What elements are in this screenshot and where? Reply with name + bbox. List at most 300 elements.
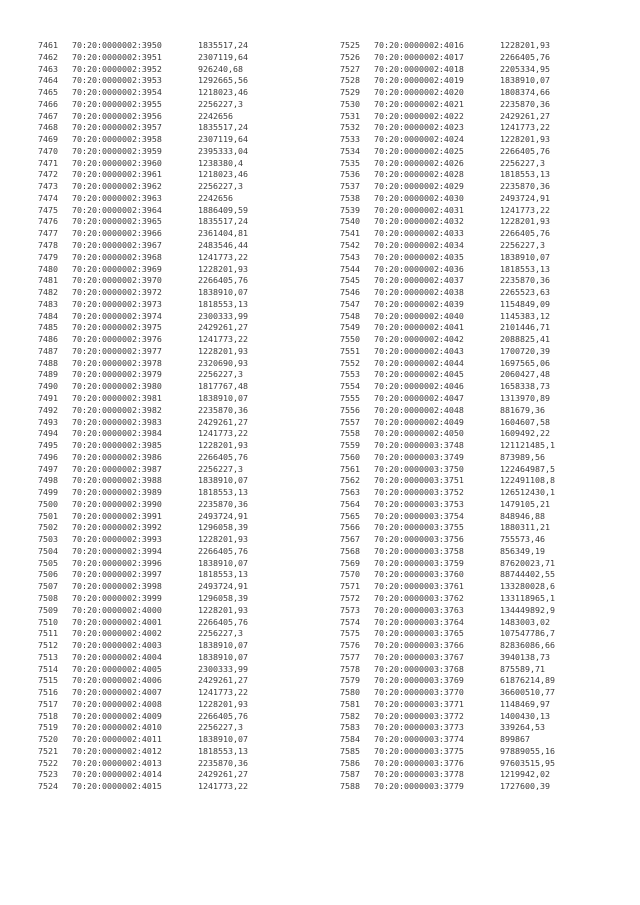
row-value: 1838910,07 <box>500 251 550 262</box>
row-number: 7556 <box>340 404 360 415</box>
cadastral-number: 70:20:0000002:4042 <box>374 334 464 345</box>
row-value: 122491108,8 <box>500 475 555 486</box>
cadastral-number: 70:20:0000003:3773 <box>374 722 464 733</box>
cadastral-number: 70:20:0000002:3957 <box>72 122 162 133</box>
row-number: 7511 <box>38 628 58 639</box>
row-number: 7561 <box>340 463 360 474</box>
row-value: 2429261,27 <box>198 675 248 686</box>
cadastral-number: 70:20:0000003:3754 <box>374 510 464 521</box>
cadastral-number: 70:20:0000002:4039 <box>374 298 464 309</box>
right-column <box>340 40 555 793</box>
row-number: 7476 <box>38 216 58 227</box>
row-number: 7573 <box>340 604 360 615</box>
row-value: 1241773,22 <box>198 781 248 792</box>
table-row <box>38 334 248 346</box>
row-number: 7480 <box>38 263 58 274</box>
table-row <box>38 87 248 99</box>
table-row <box>340 711 555 723</box>
table-row <box>340 440 555 452</box>
cadastral-number: 70:20:0000002:4014 <box>72 769 162 780</box>
cadastral-number: 70:20:0000002:3988 <box>72 475 162 486</box>
row-value: 2242656 <box>198 110 233 121</box>
row-number: 7523 <box>38 769 58 780</box>
row-value: 2235870,36 <box>500 98 550 109</box>
row-number: 7488 <box>38 357 58 368</box>
cadastral-number: 70:20:0000002:4003 <box>72 640 162 651</box>
row-value: 2493724,91 <box>198 510 248 521</box>
row-value: 1228201,93 <box>198 604 248 615</box>
table-row <box>340 99 555 111</box>
row-value: 2256227,3 <box>198 369 243 380</box>
row-value: 2320690,93 <box>198 357 248 368</box>
table-row <box>340 628 555 640</box>
row-number: 7473 <box>38 181 58 192</box>
cadastral-number: 70:20:0000002:3966 <box>72 228 162 239</box>
row-number: 7491 <box>38 392 58 403</box>
cadastral-number: 70:20:0000002:3983 <box>72 416 162 427</box>
cadastral-number: 70:20:0000002:3965 <box>72 216 162 227</box>
row-value: 1818553,13 <box>198 745 248 756</box>
table-row <box>38 440 248 452</box>
row-value: 1609492,22 <box>500 428 550 439</box>
row-number: 7528 <box>340 75 360 86</box>
row-value: 2266405,76 <box>500 51 550 62</box>
table-row <box>38 358 248 370</box>
row-value: 2235870,36 <box>198 757 248 768</box>
row-value: 1313970,89 <box>500 392 550 403</box>
cadastral-number: 70:20:0000003:3779 <box>374 781 464 792</box>
row-number: 7510 <box>38 616 58 627</box>
row-value: 1238380,4 <box>198 157 243 168</box>
row-number: 7586 <box>340 757 360 768</box>
row-value: 122464987,5 <box>500 463 555 474</box>
row-number: 7466 <box>38 98 58 109</box>
table-row <box>38 216 248 228</box>
cadastral-number: 70:20:0000002:3968 <box>72 251 162 262</box>
row-number: 7587 <box>340 769 360 780</box>
table-row <box>340 581 555 593</box>
table-row <box>38 122 248 134</box>
table-row <box>340 169 555 181</box>
row-number: 7463 <box>38 63 58 74</box>
table-row <box>38 687 248 699</box>
row-number: 7552 <box>340 357 360 368</box>
table-row <box>38 487 248 499</box>
row-number: 7468 <box>38 122 58 133</box>
table-row <box>340 369 555 381</box>
table-row <box>340 487 555 499</box>
cadastral-number: 70:20:0000003:3769 <box>374 675 464 686</box>
cadastral-number: 70:20:0000003:3771 <box>374 698 464 709</box>
row-value: 1228201,93 <box>198 345 248 356</box>
table-row <box>340 464 555 476</box>
cadastral-number: 70:20:0000003:3749 <box>374 451 464 462</box>
row-value: 1658338,73 <box>500 381 550 392</box>
row-number: 7529 <box>340 87 360 98</box>
table-row <box>38 40 248 52</box>
cadastral-number: 70:20:0000002:4007 <box>72 687 162 698</box>
row-value: 926240,68 <box>198 63 243 74</box>
row-number: 7588 <box>340 781 360 792</box>
table-row <box>38 417 248 429</box>
cadastral-number: 70:20:0000002:4033 <box>374 228 464 239</box>
row-value: 1228201,93 <box>500 40 550 50</box>
table-row <box>340 64 555 76</box>
row-value: 1228201,93 <box>198 263 248 274</box>
row-number: 7550 <box>340 334 360 345</box>
cadastral-number: 70:20:0000002:3977 <box>72 345 162 356</box>
row-number: 7483 <box>38 298 58 309</box>
row-number: 7494 <box>38 428 58 439</box>
cadastral-number: 70:20:0000002:4005 <box>72 663 162 674</box>
cadastral-number: 70:20:0000002:4001 <box>72 616 162 627</box>
table-row <box>340 534 555 546</box>
row-value: 2256227,3 <box>198 722 243 733</box>
cadastral-number: 70:20:0000002:4048 <box>374 404 464 415</box>
table-row <box>340 546 555 558</box>
table-row <box>38 240 248 252</box>
row-value: 87620023,71 <box>500 557 555 568</box>
row-value: 2256227,3 <box>198 98 243 109</box>
cadastral-number: 70:20:0000003:3759 <box>374 557 464 568</box>
cadastral-number: 70:20:0000002:4025 <box>374 145 464 156</box>
row-value: 2088825,41 <box>500 334 550 345</box>
cadastral-number: 70:20:0000003:3752 <box>374 487 464 498</box>
table-row <box>38 675 248 687</box>
cadastral-number: 70:20:0000002:3991 <box>72 510 162 521</box>
table-row <box>340 428 555 440</box>
table-row <box>340 216 555 228</box>
cadastral-number: 70:20:0000003:3767 <box>374 651 464 662</box>
row-value: 61876214,89 <box>500 675 555 686</box>
table-row <box>38 711 248 723</box>
row-value: 2242656 <box>198 192 233 203</box>
table-row <box>38 111 248 123</box>
row-number: 7568 <box>340 545 360 556</box>
table-row <box>38 381 248 393</box>
row-value: 2429261,27 <box>198 322 248 333</box>
row-number: 7582 <box>340 710 360 721</box>
table-row <box>38 699 248 711</box>
row-value: 1835517,24 <box>198 216 248 227</box>
cadastral-number: 70:20:0000002:4020 <box>374 87 464 98</box>
table-row <box>38 369 248 381</box>
table-row <box>38 299 248 311</box>
cadastral-number: 70:20:0000003:3766 <box>374 640 464 651</box>
row-value: 1838910,07 <box>198 651 248 662</box>
cadastral-number: 70:20:0000002:4037 <box>374 275 464 286</box>
row-number: 7558 <box>340 428 360 439</box>
row-number: 7471 <box>38 157 58 168</box>
row-value: 2256227,3 <box>198 628 243 639</box>
row-number: 7537 <box>340 181 360 192</box>
cadastral-number: 70:20:0000002:3969 <box>72 263 162 274</box>
row-value: 1700720,39 <box>500 345 550 356</box>
cadastral-number: 70:20:0000002:3976 <box>72 334 162 345</box>
row-value: 2493724,91 <box>500 192 550 203</box>
row-value: 2266405,76 <box>198 545 248 556</box>
row-value: 1880311,21 <box>500 522 550 533</box>
table-row <box>38 264 248 276</box>
cadastral-number: 70:20:0000002:3950 <box>72 40 162 50</box>
row-number: 7479 <box>38 251 58 262</box>
row-number: 7585 <box>340 745 360 756</box>
table-row <box>340 252 555 264</box>
row-number: 7489 <box>38 369 58 380</box>
row-number: 7487 <box>38 345 58 356</box>
cadastral-number: 70:20:0000002:4044 <box>374 357 464 368</box>
row-number: 7477 <box>38 228 58 239</box>
row-value: 1727600,39 <box>500 781 550 792</box>
cadastral-number: 70:20:0000002:3964 <box>72 204 162 215</box>
table-row <box>340 240 555 252</box>
table-row <box>38 287 248 299</box>
table-row <box>38 452 248 464</box>
row-value: 1835517,24 <box>198 122 248 133</box>
row-number: 7475 <box>38 204 58 215</box>
row-value: 1886409,59 <box>198 204 248 215</box>
cadastral-number: 70:20:0000003:3778 <box>374 769 464 780</box>
row-value: 134449892,9 <box>500 604 555 615</box>
row-number: 7543 <box>340 251 360 262</box>
table-row <box>340 722 555 734</box>
cadastral-number: 70:20:0000002:3962 <box>72 181 162 192</box>
row-value: 1818553,13 <box>500 263 550 274</box>
table-row <box>340 522 555 534</box>
row-value: 899867 <box>500 734 530 745</box>
row-number: 7516 <box>38 687 58 698</box>
row-number: 7567 <box>340 534 360 545</box>
table-row <box>38 275 248 287</box>
cadastral-number: 70:20:0000002:4013 <box>72 757 162 768</box>
row-value: 1292665,56 <box>198 75 248 86</box>
row-number: 7584 <box>340 734 360 745</box>
cadastral-number: 70:20:0000003:3765 <box>374 628 464 639</box>
table-row <box>38 640 248 652</box>
cadastral-number: 70:20:0000002:4016 <box>374 40 464 50</box>
cadastral-number: 70:20:0000003:3758 <box>374 545 464 556</box>
cadastral-number: 70:20:0000002:3978 <box>72 357 162 368</box>
cadastral-number: 70:20:0000002:3958 <box>72 134 162 145</box>
row-number: 7560 <box>340 451 360 462</box>
table-row <box>340 358 555 370</box>
row-value: 97603515,95 <box>500 757 555 768</box>
table-row <box>340 205 555 217</box>
table-row <box>340 558 555 570</box>
row-value: 2361404,81 <box>198 228 248 239</box>
table-row <box>38 64 248 76</box>
row-number: 7542 <box>340 240 360 251</box>
row-number: 7484 <box>38 310 58 321</box>
row-value: 1818553,13 <box>198 298 248 309</box>
table-row <box>340 275 555 287</box>
row-number: 7527 <box>340 63 360 74</box>
table-row <box>38 322 248 334</box>
cadastral-number: 70:20:0000002:3986 <box>72 451 162 462</box>
cadastral-number: 70:20:0000002:4004 <box>72 651 162 662</box>
table-row <box>340 146 555 158</box>
cadastral-number: 70:20:0000002:3998 <box>72 581 162 592</box>
row-value: 1479105,21 <box>500 498 550 509</box>
table-row <box>340 699 555 711</box>
row-value: 2256227,3 <box>500 157 545 168</box>
cadastral-number: 70:20:0000002:3996 <box>72 557 162 568</box>
row-number: 7545 <box>340 275 360 286</box>
table-row <box>340 393 555 405</box>
cadastral-number: 70:20:0000003:3763 <box>374 604 464 615</box>
cadastral-number: 70:20:0000002:4006 <box>72 675 162 686</box>
table-row <box>38 769 248 781</box>
cadastral-number: 70:20:0000003:3768 <box>374 663 464 674</box>
table-row <box>38 558 248 570</box>
row-value: 2300333,99 <box>198 310 248 321</box>
cadastral-number: 70:20:0000002:3960 <box>72 157 162 168</box>
row-value: 1483003,02 <box>500 616 550 627</box>
row-number: 7559 <box>340 440 360 451</box>
cadastral-number: 70:20:0000003:3760 <box>374 569 464 580</box>
cadastral-number: 70:20:0000002:4023 <box>374 122 464 133</box>
cadastral-number: 70:20:0000003:3755 <box>374 522 464 533</box>
row-value: 2266405,76 <box>500 228 550 239</box>
row-value: 1818553,13 <box>198 487 248 498</box>
row-value: 2300333,99 <box>198 663 248 674</box>
row-number: 7522 <box>38 757 58 768</box>
row-number: 7502 <box>38 522 58 533</box>
row-value: 2235870,36 <box>500 181 550 192</box>
cadastral-number: 70:20:0000002:4026 <box>374 157 464 168</box>
table-row <box>38 428 248 440</box>
table-row <box>340 593 555 605</box>
row-value: 1228201,93 <box>198 440 248 451</box>
cadastral-number: 70:20:0000002:3982 <box>72 404 162 415</box>
cadastral-number: 70:20:0000003:3774 <box>374 734 464 745</box>
table-row <box>38 534 248 546</box>
row-number: 7580 <box>340 687 360 698</box>
cadastral-number: 70:20:0000002:4035 <box>374 251 464 262</box>
row-number: 7472 <box>38 169 58 180</box>
table-row <box>38 311 248 323</box>
cadastral-number: 70:20:0000002:4040 <box>374 310 464 321</box>
cadastral-number: 70:20:0000003:3776 <box>374 757 464 768</box>
table-row <box>38 499 248 511</box>
cadastral-number: 70:20:0000003:3751 <box>374 475 464 486</box>
table-row <box>340 299 555 311</box>
row-value: 1838910,07 <box>198 392 248 403</box>
row-number: 7530 <box>340 98 360 109</box>
cadastral-number: 70:20:0000002:3990 <box>72 498 162 509</box>
table-row <box>340 52 555 64</box>
table-row <box>38 522 248 534</box>
cadastral-number: 70:20:0000002:3980 <box>72 381 162 392</box>
row-number: 7533 <box>340 134 360 145</box>
row-number: 7506 <box>38 569 58 580</box>
row-number: 7540 <box>340 216 360 227</box>
cadastral-number: 70:20:0000003:3770 <box>374 687 464 698</box>
row-value: 2493724,91 <box>198 581 248 592</box>
row-number: 7581 <box>340 698 360 709</box>
row-number: 7470 <box>38 145 58 156</box>
row-number: 7507 <box>38 581 58 592</box>
row-value: 1145383,12 <box>500 310 550 321</box>
row-value: 2205334,95 <box>500 63 550 74</box>
table-row <box>340 134 555 146</box>
row-value: 1228201,93 <box>198 534 248 545</box>
table-row <box>38 722 248 734</box>
cadastral-number: 70:20:0000002:4009 <box>72 710 162 721</box>
cadastral-number: 70:20:0000002:4031 <box>374 204 464 215</box>
row-number: 7512 <box>38 640 58 651</box>
cadastral-number: 70:20:0000002:4018 <box>374 63 464 74</box>
row-value: 2429261,27 <box>500 110 550 121</box>
table-row <box>340 499 555 511</box>
row-number: 7461 <box>38 40 58 50</box>
table-row <box>340 769 555 781</box>
row-number: 7462 <box>38 51 58 62</box>
row-number: 7563 <box>340 487 360 498</box>
cadastral-number: 70:20:0000002:3961 <box>72 169 162 180</box>
row-value: 1296058,39 <box>198 522 248 533</box>
row-value: 856349,19 <box>500 545 545 556</box>
row-number: 7521 <box>38 745 58 756</box>
row-number: 7539 <box>340 204 360 215</box>
row-value: 1218023,46 <box>198 87 248 98</box>
row-value: 2429261,27 <box>198 416 248 427</box>
row-number: 7562 <box>340 475 360 486</box>
table-row <box>340 122 555 134</box>
row-number: 7485 <box>38 322 58 333</box>
row-number: 7577 <box>340 651 360 662</box>
table-row <box>340 417 555 429</box>
row-number: 7505 <box>38 557 58 568</box>
row-number: 7531 <box>340 110 360 121</box>
table-row <box>340 781 555 793</box>
cadastral-number: 70:20:0000002:3992 <box>72 522 162 533</box>
table-row <box>38 134 248 146</box>
cadastral-number: 70:20:0000002:4022 <box>374 110 464 121</box>
cadastral-number: 70:20:0000002:4043 <box>374 345 464 356</box>
cadastral-number: 70:20:0000002:4036 <box>374 263 464 274</box>
row-number: 7534 <box>340 145 360 156</box>
row-number: 7551 <box>340 345 360 356</box>
row-number: 7524 <box>38 781 58 792</box>
row-value: 1154849,09 <box>500 298 550 309</box>
table-row <box>340 405 555 417</box>
row-value: 2429261,27 <box>198 769 248 780</box>
row-value: 2266405,76 <box>198 451 248 462</box>
row-value: 2395333,04 <box>198 145 248 156</box>
table-row <box>340 652 555 664</box>
cadastral-number: 70:20:0000002:3981 <box>72 392 162 403</box>
row-number: 7535 <box>340 157 360 168</box>
row-number: 7557 <box>340 416 360 427</box>
cadastral-number: 70:20:0000002:3953 <box>72 75 162 86</box>
row-value: 2060427,48 <box>500 369 550 380</box>
table-row <box>340 640 555 652</box>
table-row <box>38 605 248 617</box>
cadastral-number: 70:20:0000003:3750 <box>374 463 464 474</box>
row-value: 755573,46 <box>500 534 545 545</box>
row-number: 7526 <box>340 51 360 62</box>
row-number: 7536 <box>340 169 360 180</box>
row-value: 2235870,36 <box>198 498 248 509</box>
table-row <box>38 475 248 487</box>
row-value: 2101446,71 <box>500 322 550 333</box>
cadastral-number: 70:20:0000002:4032 <box>374 216 464 227</box>
row-number: 7465 <box>38 87 58 98</box>
row-number: 7503 <box>38 534 58 545</box>
row-number: 7513 <box>38 651 58 662</box>
cadastral-number: 70:20:0000003:3772 <box>374 710 464 721</box>
